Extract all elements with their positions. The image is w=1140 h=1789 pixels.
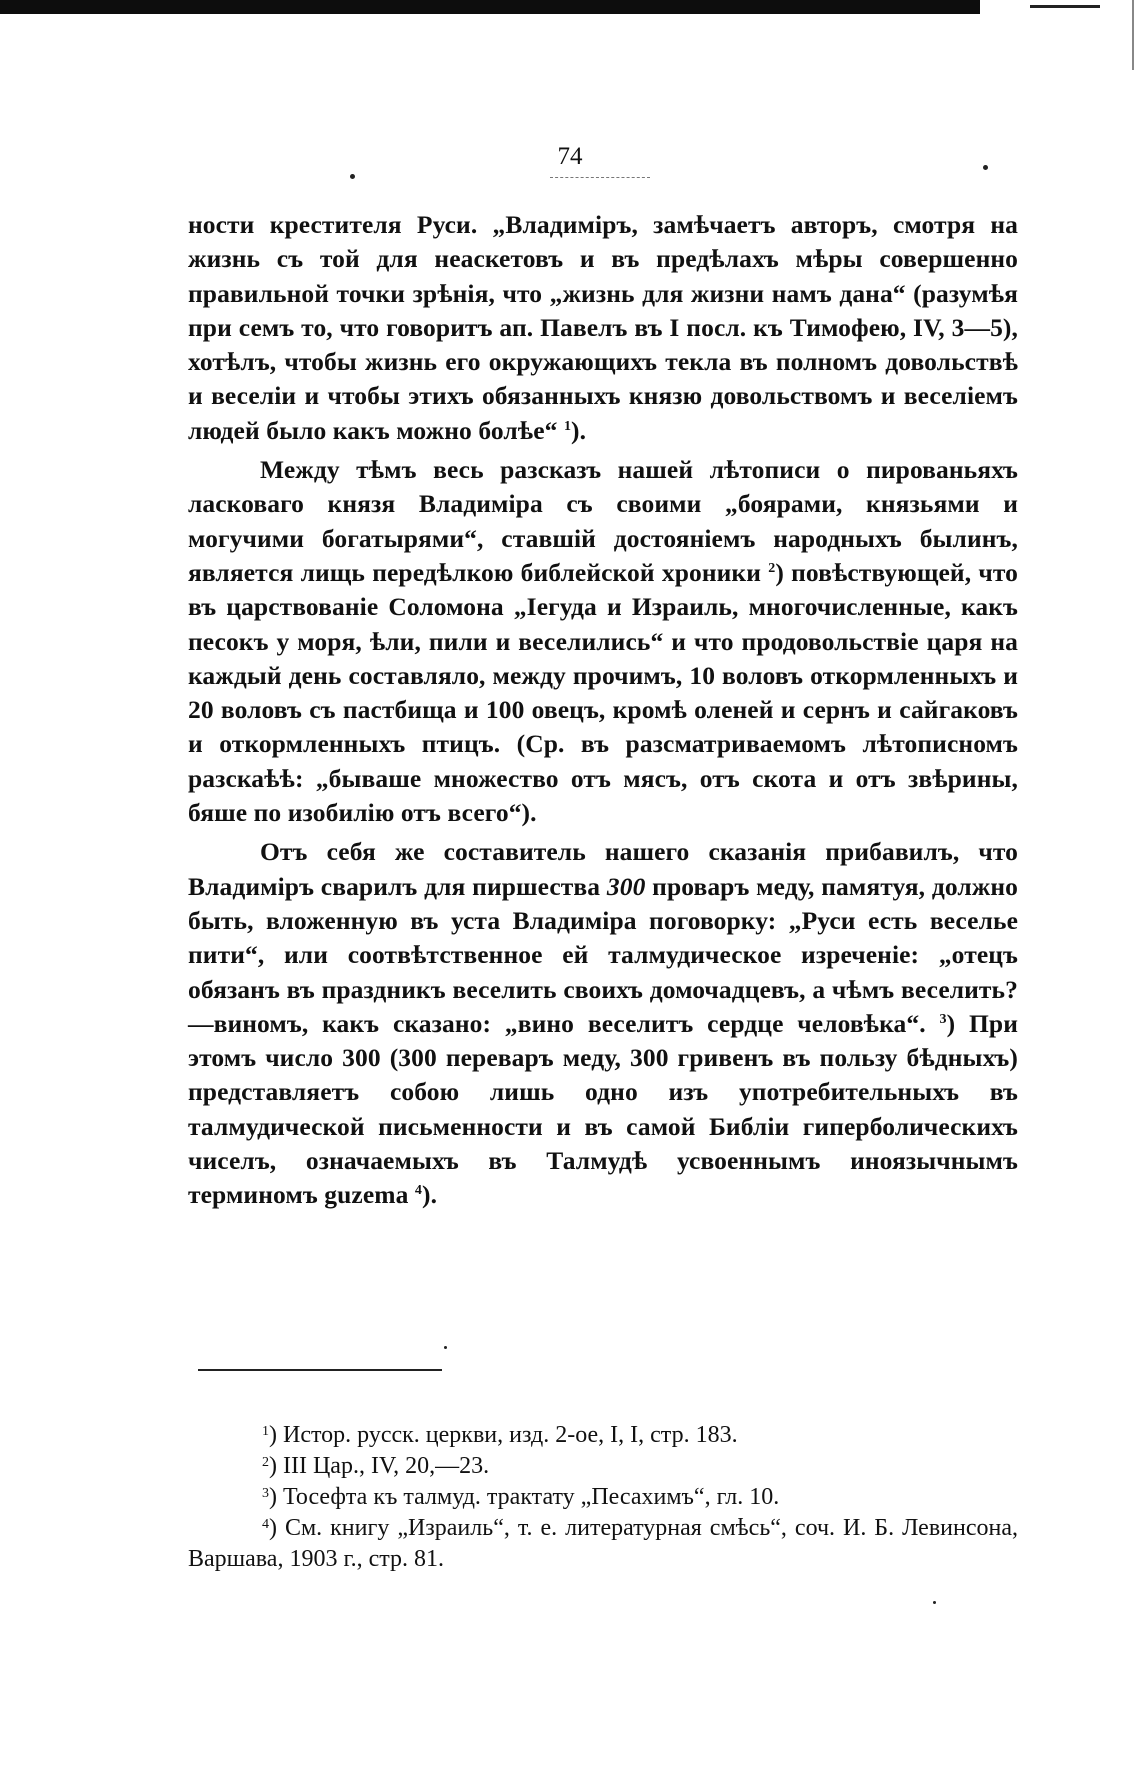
footnote-reference: 3	[939, 1011, 947, 1027]
top-scan-border	[0, 0, 980, 14]
page-number-rule	[550, 177, 650, 178]
paragraph-text: ) повѣствующей, что въ царствованiе Соломона „Iегуда и Израиль, многочисленные, какъ песокъ у моря, ѣли, пили и веселились“ и что продовольствiе царя на каждый день составляло, между прочимъ, 10 воловъ откормленныхъ и 20 воловъ съ пастбища и 100 овецъ, кромѣ оленей и сернъ и сайгаковъ и откормленныхъ птицъ. (Ср. въ разсматриваемомъ лѣтописномъ разскаѣѣ: „бываше множество отъ мясъ, отъ скота и отъ звѣрины, бяше по изобилiю отъ всего“).	[188, 557, 1018, 828]
paragraph-text: проваръ меду, памятуя, должно быть, вложенную въ уста Владимiра поговорку: „Руси есть веселье пити“, или соотвѣтственное ей талмудическое изреченiе: „отецъ обязанъ въ праздникъ веселить своихъ домочадцевъ, а чѣмъ веселить?—виномъ, какъ сказано: „вино веселитъ сердце человѣка“.	[188, 871, 1018, 1038]
footnote-text: ) См. книгу „Израиль“, т. е. литературная смѣсь“, соч. И. Б. Левинсона, Варшава, 1903 г., стр. 81.	[188, 1515, 1018, 1572]
paragraph-text: Отъ себя же составитель нашего сказанiя прибавилъ, что Владимiръ сварилъ для пиршества	[188, 837, 1018, 901]
footnote-text: ) Тосефта къ талмуд. трактату „Песахимъ“, гл. 10.	[269, 1484, 780, 1510]
italic-number: 300	[606, 871, 646, 901]
paragraph	[188, 208, 1018, 448]
paragraph-text: ).	[571, 415, 587, 445]
paragraph	[188, 835, 1018, 1212]
speck-left	[350, 174, 355, 179]
footnote	[188, 1451, 1018, 1482]
footnotes-block	[188, 1420, 1018, 1575]
speck-bottom	[933, 1601, 936, 1604]
footnote-mark: 4	[262, 1517, 269, 1532]
footnote-mark: 1	[262, 1424, 269, 1439]
speck-rule	[444, 1346, 447, 1349]
footnote-text: ) Истор. русск. церкви, изд. 2-ое, I, I, стр. 183.	[269, 1422, 738, 1448]
paragraph-text: Между тѣмъ весь разсказъ нашей лѣтописи о пированьяхъ ласковаго князя Владимiра съ своими „боярами, князьями и могучими богатырями“, ставшiй достоянiемъ народныхъ былинъ, является лищь передѣлкою библейской хроники	[188, 455, 1018, 587]
footnote-separator	[198, 1369, 442, 1371]
footnote	[188, 1420, 1018, 1451]
footnote-reference: 1	[563, 418, 572, 434]
footnote-reference: 2	[768, 560, 776, 576]
top-scan-border-tail	[1030, 5, 1100, 8]
paragraph-text: ности крестителя Руси. „Владимiръ, замѣчаетъ авторъ, смотря на жизнь съ той для неаскетовъ и въ предѣлахъ мѣры совершенно правильной точки зрѣнiя, что „жизнь для жизни намъ дана“ (разумѣя при семъ то, что говоритъ ап. Павелъ въ I посл. къ Тимофею, IV, 3—5), хотѣлъ, чтобы жизнь его окружающихъ текла въ полномъ довольствѣ и веселiи и чтобы этихъ обязанныхъ князю довольствомъ и веселiемъ людей было какъ можно болѣе“	[188, 210, 1018, 445]
paragraph-text: ) При этомъ число 300 (300 переваръ меду, 300 гривенъ въ пользу бѣдныхъ) представляетъ собою лишь одно изъ употребительныхъ въ талмудической письменности и въ самой Библiи гиперболическихъ чиселъ, означаемыхъ въ Талмудѣ усвоеннымъ иноязычнымъ терминомъ guzema	[188, 1008, 1019, 1210]
main-text-block	[188, 208, 1018, 1218]
speck-right	[983, 165, 988, 170]
footnote-mark: 3	[262, 1486, 269, 1501]
paragraph	[188, 453, 1018, 830]
footnote	[188, 1513, 1018, 1575]
footnote	[188, 1482, 1018, 1513]
footnote-mark: 2	[262, 1455, 269, 1470]
right-scan-edge	[1132, 0, 1134, 70]
footnote-text: ) III Цар., IV, 20,—23.	[269, 1453, 490, 1479]
footnote-reference: 4	[414, 1183, 423, 1199]
page-number: 74	[557, 143, 583, 170]
paragraph-text: ).	[422, 1180, 438, 1210]
